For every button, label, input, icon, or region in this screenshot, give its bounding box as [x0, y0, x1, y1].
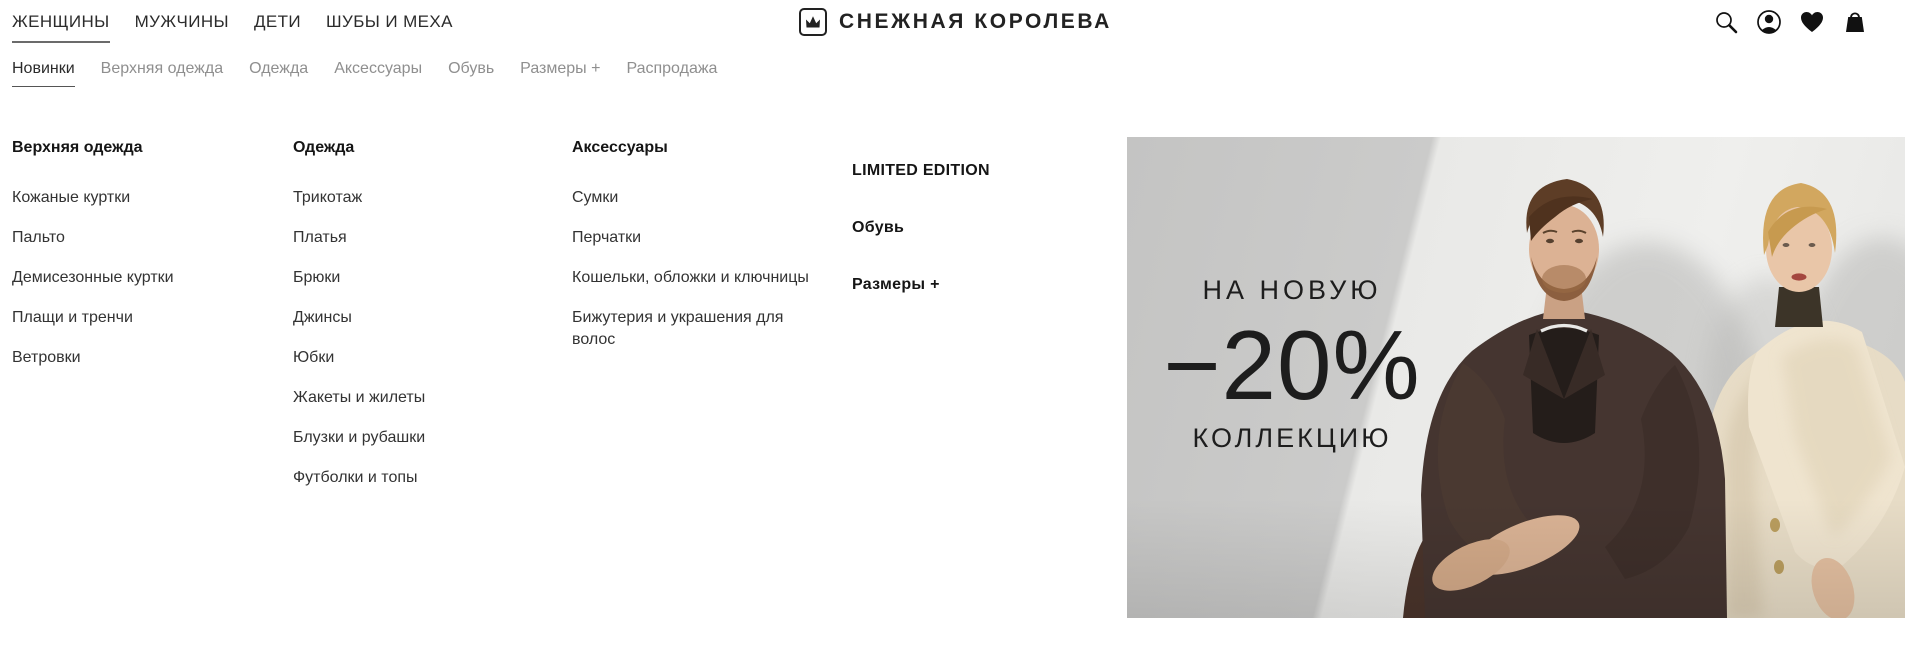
menu-item[interactable]: Перчатки — [572, 229, 642, 246]
logo-text: СНЕЖНАЯ КОРОЛЕВА — [839, 10, 1112, 33]
menu-item[interactable]: Бижутерия и украшения для волос — [572, 309, 784, 348]
menu-column-outerwear — [12, 137, 242, 387]
menu-item[interactable]: Брюки — [293, 269, 341, 286]
menu-item[interactable]: Пальто — [12, 229, 65, 246]
menu-item[interactable]: Платья — [293, 229, 347, 246]
crown-icon — [799, 8, 827, 36]
menu-column-clothes — [293, 137, 523, 507]
wishlist-heart-icon[interactable] — [1798, 8, 1826, 36]
menu-item[interactable]: Кошельки, обложки и ключницы — [572, 269, 809, 286]
top-nav-kids[interactable]: ДЕТИ — [253, 12, 302, 31]
search-icon[interactable] — [1712, 8, 1740, 36]
menu-column-sections — [852, 160, 1062, 331]
banner-discount: −20% — [1163, 310, 1421, 420]
menu-header-accessories[interactable]: Аксессуары — [572, 139, 668, 156]
account-icon[interactable] — [1755, 8, 1783, 36]
subnav-accessories[interactable]: Аксессуары — [334, 60, 423, 77]
menu-link-limited-edition[interactable]: LIMITED EDITION — [852, 162, 990, 179]
menu-item[interactable]: Ветровки — [12, 349, 81, 366]
promo-banner[interactable] — [1127, 137, 1905, 618]
menu-item[interactable]: Сумки — [572, 189, 619, 206]
menu-header-clothes[interactable]: Одежда — [293, 139, 355, 156]
menu-link-shoes[interactable]: Обувь — [852, 219, 905, 236]
menu-item[interactable]: Трикотаж — [293, 189, 363, 206]
header-icons — [1712, 8, 1869, 36]
subnav-outerwear[interactable]: Верхняя одежда — [100, 60, 224, 77]
menu-column-accessories — [572, 137, 812, 369]
subnav-shoes[interactable]: Обувь — [448, 60, 495, 77]
subnav-sale[interactable]: Распродажа — [626, 60, 718, 77]
subnav — [12, 60, 717, 87]
menu-item[interactable]: Демисезонные куртки — [12, 269, 174, 286]
menu-item[interactable]: Плащи и тренчи — [12, 309, 133, 326]
banner-line3: КОЛЛЕКЦИЮ — [1192, 422, 1392, 453]
menu-item[interactable]: Блузки и рубашки — [293, 429, 426, 446]
top-nav — [12, 12, 453, 43]
menu-header-outerwear[interactable]: Верхняя одежда — [12, 139, 143, 156]
menu-item[interactable]: Кожаные куртки — [12, 189, 131, 206]
cart-bag-icon[interactable] — [1841, 8, 1869, 36]
subnav-new[interactable]: Новинки — [12, 60, 75, 87]
menu-link-plus-sizes[interactable]: Размеры + — [852, 276, 940, 293]
subnav-clothes[interactable]: Одежда — [249, 60, 309, 77]
logo[interactable] — [799, 8, 1112, 36]
menu-item[interactable]: Футболки и топы — [293, 469, 418, 486]
menu-item[interactable]: Жакеты и жилеты — [293, 389, 426, 406]
banner-line1: НА НОВУЮ — [1202, 275, 1382, 305]
top-nav-men[interactable]: МУЖЧИНЫ — [134, 12, 229, 31]
banner-text — [1152, 275, 1432, 454]
top-nav-furs[interactable]: ШУБЫ И МЕХА — [326, 12, 453, 31]
menu-item[interactable]: Юбки — [293, 349, 335, 366]
top-nav-women[interactable]: ЖЕНЩИНЫ — [12, 12, 110, 43]
subnav-plus-sizes[interactable]: Размеры + — [520, 60, 601, 77]
menu-item[interactable]: Джинсы — [293, 309, 352, 326]
